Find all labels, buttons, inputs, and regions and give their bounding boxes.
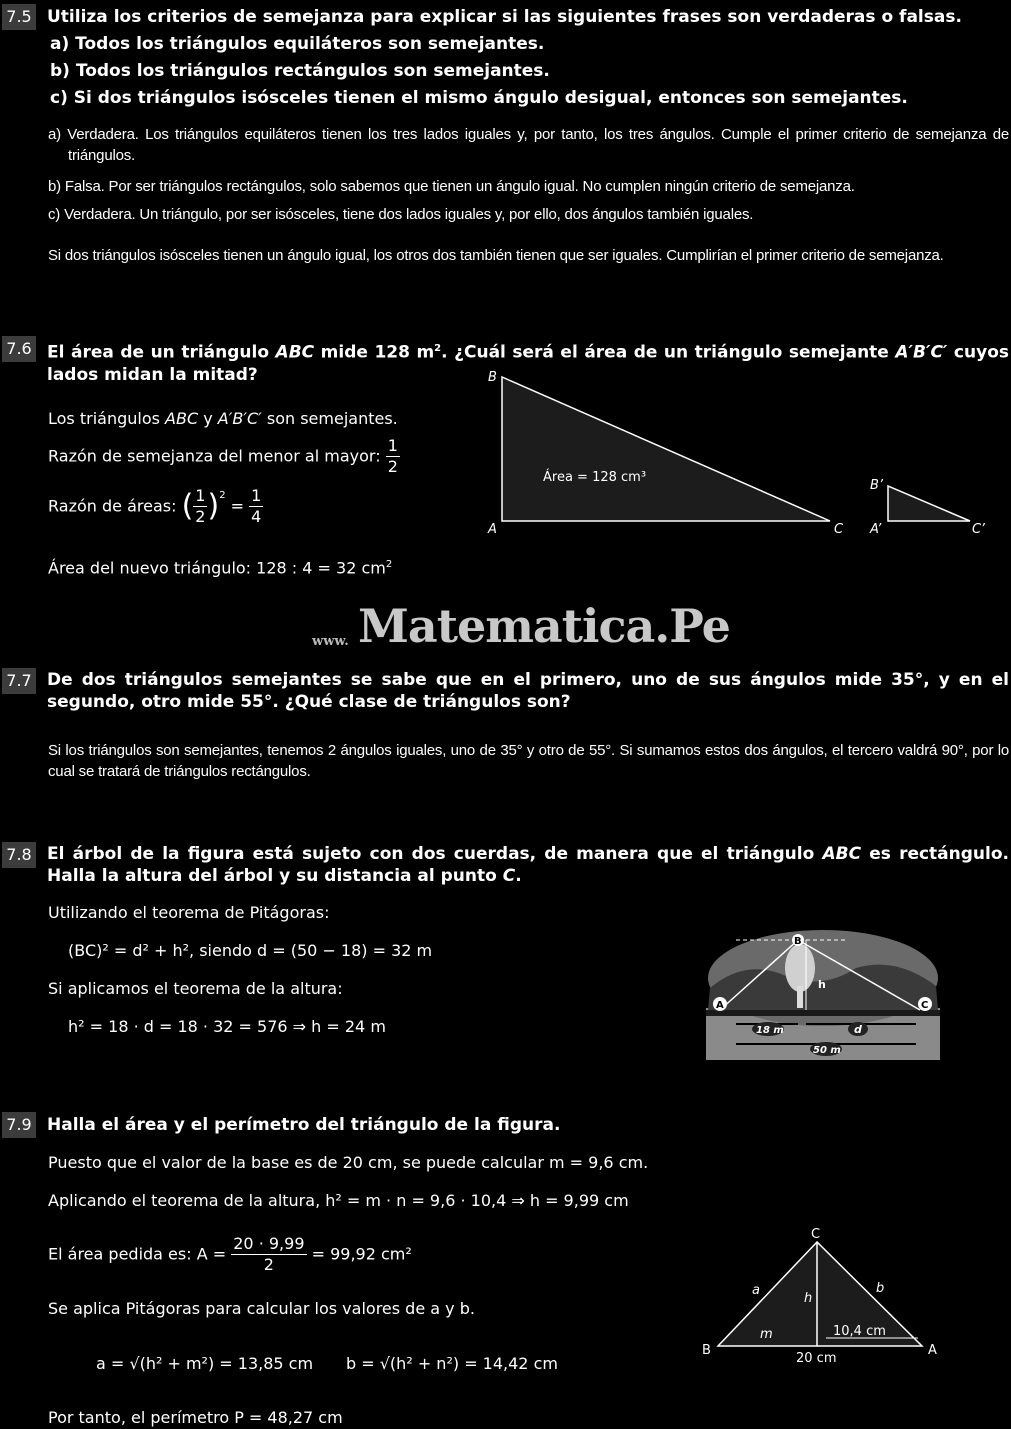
triangle-a2b2c2 — [888, 486, 970, 521]
svg-text:B: B — [794, 936, 802, 947]
label-d: d — [854, 1023, 862, 1036]
answer-item: b) Falsa. Por ser triángulos rectángulos, solo sabemos que tienen un ángulo igual. No cumplen ningún criterio de semejanza. — [48, 178, 855, 195]
label-m: m — [760, 1327, 773, 1342]
vertex-a-prime: A’ — [870, 522, 882, 537]
tree-crown — [785, 944, 815, 992]
vertex-c: C — [811, 1227, 821, 1242]
problem-question: De dos triángulos semejantes se sabe que en el primero, uno de sus ángulos mide 35°, y en el segundo, otro mide 55°. ¿Qué clase de triángulos son? — [47, 670, 1009, 712]
problem-question: Utiliza los criterios de semejanza para explicar si las siguientes frases son verdaderas o falsas. — [47, 7, 962, 27]
answer-line: Los triángulos ABC y A′B′C′ son semejantes. — [48, 409, 398, 428]
tree-trunk — [797, 986, 803, 1008]
problem-number: 7.5 — [2, 4, 36, 30]
perimeter: Por tanto, el perímetro P = 48,27 cm — [48, 1408, 343, 1427]
label-base: 20 cm — [796, 1351, 837, 1366]
problem-number: 7.8 — [2, 842, 36, 868]
label-h: h — [804, 1291, 813, 1306]
answer-paragraph: Si dos triángulos isósceles tienen un ángulo igual, los otros dos también tienen que ser iguales. Cumplirían el primer criterio de semejanza. — [48, 247, 944, 264]
tree-figure — [706, 928, 940, 1060]
answer-line: Puesto que el valor de la base es de 20 cm, se puede calcular m = 9,6 cm. — [48, 1153, 649, 1172]
answer-line: Aplicando el teorema de la altura, h² = m · n = 9,6 · 10,4 ⇒ h = 9,99 cm — [48, 1191, 629, 1210]
vertex-a: A — [928, 1343, 937, 1358]
problem-number: 7.9 — [2, 1112, 36, 1138]
vertex-b: B — [488, 370, 497, 385]
area-formula: El área pedida es: A = $\frac{20 \cdot 9,99}{2}$ = 99,92 cm² — [48, 1234, 412, 1274]
vertex-b: B — [702, 1343, 711, 1358]
problem-number: 7.7 — [2, 668, 36, 694]
problem-question: El área de un triángulo ABC mide 128 $m^2$. ¿Cuál será el área de un triángulo semejante A′B′C′ cuyos lados midan la mitad? — [47, 342, 1009, 385]
svg-text:C: C — [921, 1000, 929, 1011]
label-n: 10,4 cm — [833, 1324, 886, 1339]
problem-question: Halla el área y el perímetro del triángulo de la figura. — [47, 1115, 561, 1135]
label-50: 50 m — [813, 1045, 841, 1056]
vertex-b-prime: B’ — [870, 478, 884, 493]
triangle-abc — [502, 377, 830, 521]
label-h: h — [818, 978, 826, 991]
answer-paragraph: Si los triángulos son semejantes, tenemos 2 ángulos iguales, uno de 35° y otro de 55°. Si sumamos estos dos ángulos, el tercero valdrá 90°, por lo cual se tratará de triángulos rectángulos. — [48, 742, 1009, 780]
area-ratio: Razón de áreas: ( $\frac{1}{2}$ )$^2$ = $\frac{1}{4}$ — [48, 486, 262, 526]
new-area: Área del nuevo triángulo: 128 : 4 = 32 $cm^2$ — [48, 558, 393, 578]
formula-a: a = √(h² + m²) = 13,85 cm — [96, 1354, 314, 1373]
vertex-a: A — [488, 522, 497, 537]
problem-number: 7.6 — [2, 336, 36, 362]
triangle-abc — [718, 1242, 922, 1346]
answer-line: Se aplica Pitágoras para calcular los valores de a y b. — [48, 1299, 475, 1318]
question-item: a) Todos los triángulos equiláteros son semejantes. — [50, 34, 545, 54]
formula-b: b = √(h² + n²) = 14,42 cm — [346, 1354, 558, 1373]
right-triangle-figure — [700, 1222, 950, 1372]
watermark-logo: www. Matematica.Pe — [312, 599, 730, 653]
side-b: b — [876, 1281, 885, 1296]
answer-item: a) Verdadera. Los triángulos equiláteros tienen los tres lados iguales y, por tanto, los tres ángulos. Cumple el primer criterio de semejanza de triángulos. — [48, 126, 1009, 164]
formula-height: h² = 18 · d = 18 · 32 = 576 ⇒ h = 24 m — [68, 1017, 386, 1036]
road — [706, 1010, 940, 1016]
similar-triangles-figure — [480, 365, 1010, 545]
area-label: Área = 128 cm³ — [543, 470, 647, 485]
question-item: b) Todos los triángulos rectángulos son semejantes. — [50, 61, 550, 81]
question-item: c) Si dos triángulos isósceles tienen el mismo ángulo desigual, entonces son semejantes. — [50, 88, 908, 108]
answer-line: Utilizando el teorema de Pitágoras: — [48, 903, 330, 922]
formula-pythagoras: (BC)² = d² + h², siendo d = (50 − 18) = 32 m — [68, 941, 433, 960]
vertex-c-prime: C’ — [972, 522, 985, 537]
svg-text:A: A — [716, 1000, 724, 1011]
side-a: a — [752, 1283, 760, 1298]
answer-line: Si aplicamos el teorema de la altura: — [48, 979, 343, 998]
problem-question: El árbol de la figura está sujeto con dos cuerdas, de manera que el triángulo ABC es rectángulo. Halla la altura del árbol y su distancia al punto C. — [47, 844, 1009, 886]
vertex-c: C — [834, 522, 844, 537]
label-18: 18 m — [756, 1025, 784, 1036]
answer-item: c) Verdadera. Un triángulo, por ser isósceles, tiene dos lados iguales y, por ello, dos ángulos también iguales. — [48, 206, 754, 223]
similarity-ratio: Razón de semejanza del menor al mayor: $\frac{1}{2}$ — [48, 436, 398, 476]
